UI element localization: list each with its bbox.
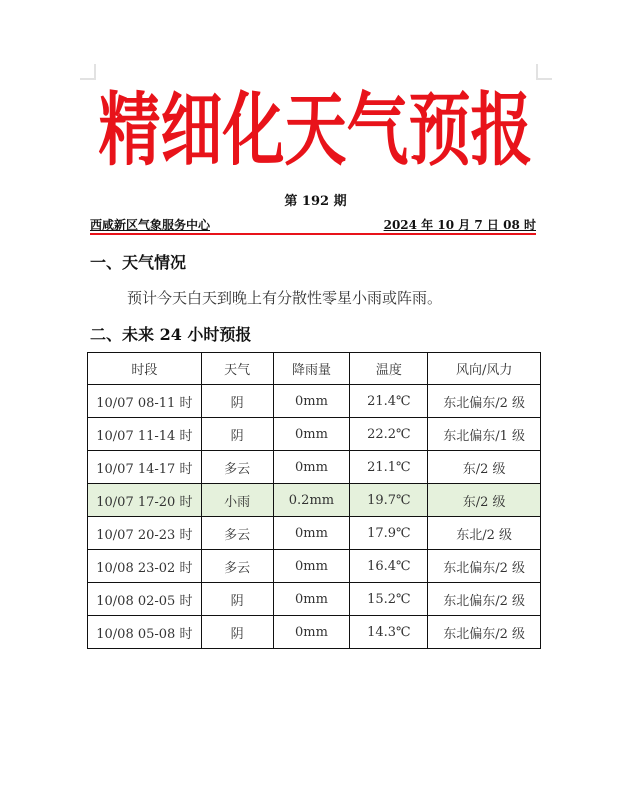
cell-wind: 东北偏东/2 级 — [428, 550, 541, 583]
cell-wind: 东北偏东/2 级 — [428, 385, 541, 418]
cell-weather: 阴 — [201, 616, 273, 649]
cell-wind: 东/2 级 — [428, 451, 541, 484]
section-forecast-title: 二、未来 24 小时预报 — [90, 325, 252, 344]
header-meta — [90, 216, 536, 232]
table-row — [88, 451, 541, 484]
cell-rainfall: 0mm — [273, 616, 350, 649]
cell-temperature: 21.1℃ — [350, 451, 428, 484]
header-wind: 风向/风力 — [428, 353, 541, 385]
cell-weather: 多云 — [201, 451, 273, 484]
cell-weather: 小雨 — [201, 484, 273, 517]
cell-temperature: 21.4℃ — [350, 385, 428, 418]
cell-weather: 阴 — [201, 418, 273, 451]
cell-temperature: 19.7℃ — [350, 484, 428, 517]
cell-period: 10/07 17-20 时 — [88, 484, 202, 517]
cell-rainfall: 0mm — [273, 418, 350, 451]
cell-period: 10/07 20-23 时 — [88, 517, 202, 550]
cell-rainfall: 0.2mm — [273, 484, 350, 517]
table-row — [88, 517, 541, 550]
cell-weather: 阴 — [201, 385, 273, 418]
cell-temperature: 17.9℃ — [350, 517, 428, 550]
table-row — [88, 385, 541, 418]
header-divider — [90, 233, 536, 235]
cell-weather: 多云 — [201, 517, 273, 550]
cell-rainfall: 0mm — [273, 451, 350, 484]
cell-rainfall: 0mm — [273, 550, 350, 583]
cell-period: 10/07 08-11 时 — [88, 385, 202, 418]
cell-wind: 东北偏东/2 级 — [428, 583, 541, 616]
cell-wind: 东北/2 级 — [428, 517, 541, 550]
header-temperature: 温度 — [350, 353, 428, 385]
cell-wind: 东北偏东/1 级 — [428, 418, 541, 451]
cell-wind: 东/2 级 — [428, 484, 541, 517]
org-name: 西咸新区气象服务中心 — [90, 218, 211, 232]
forecast-table — [87, 352, 541, 649]
cell-temperature: 14.3℃ — [350, 616, 428, 649]
cell-rainfall: 0mm — [273, 385, 350, 418]
cell-wind: 东北偏东/2 级 — [428, 616, 541, 649]
cell-period: 10/08 02-05 时 — [88, 583, 202, 616]
weather-summary: 预计今天白天到晚上有分散性零星小雨或阵雨。 — [127, 289, 443, 307]
cell-period: 10/07 14-17 时 — [88, 451, 202, 484]
cell-period: 10/08 05-08 时 — [88, 616, 202, 649]
section-weather-title: 一、天气情况 — [90, 253, 187, 272]
masthead-title: 精细化天气预报 — [98, 83, 533, 177]
cell-rainfall: 0mm — [273, 517, 350, 550]
cell-period: 10/07 11-14 时 — [88, 418, 202, 451]
issue-number: 第 192 期 — [284, 194, 347, 209]
issue-date: 2024 年 10 月 7 日 08 时 — [383, 218, 536, 232]
cell-temperature: 22.2℃ — [350, 418, 428, 451]
table-row — [88, 583, 541, 616]
header-period: 时段 — [88, 353, 202, 385]
header-weather: 天气 — [201, 353, 273, 385]
cell-weather: 阴 — [201, 583, 273, 616]
table-header-row — [88, 353, 541, 385]
cell-temperature: 15.2℃ — [350, 583, 428, 616]
cell-period: 10/08 23-02 时 — [88, 550, 202, 583]
table-row — [88, 418, 541, 451]
table-row — [88, 550, 541, 583]
cell-temperature: 16.4℃ — [350, 550, 428, 583]
table-row — [88, 616, 541, 649]
cell-rainfall: 0mm — [273, 583, 350, 616]
header-rainfall: 降雨量 — [273, 353, 350, 385]
crop-mark-top-right — [536, 64, 552, 80]
table-row-highlighted — [88, 484, 541, 517]
crop-mark-top-left — [80, 64, 96, 80]
cell-weather: 多云 — [201, 550, 273, 583]
